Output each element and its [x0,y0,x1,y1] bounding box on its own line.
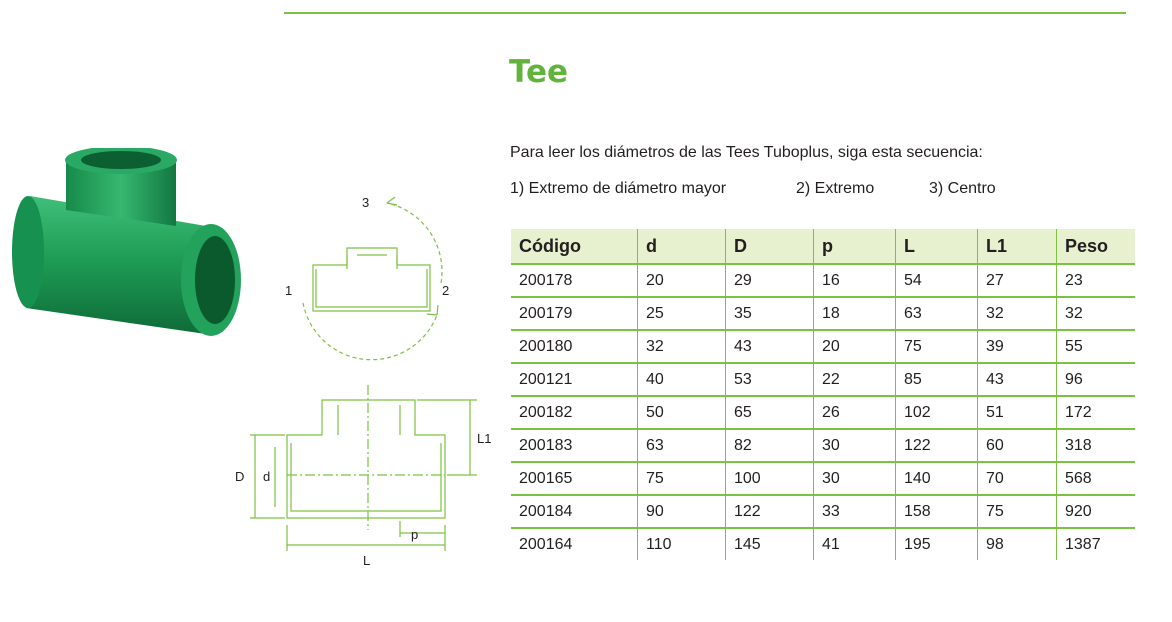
table-cell: 60 [978,429,1057,462]
table-cell: 195 [896,528,978,560]
table-cell: 25 [638,297,726,330]
table-cell: 65 [726,396,814,429]
table-body [511,264,1135,560]
table-cell: 90 [638,495,726,528]
dimension-label-L: L [363,553,371,568]
table-row [511,330,1135,363]
table-cell: 1387 [1057,528,1136,560]
top-divider [284,12,1126,14]
table-cell: 30 [814,462,896,495]
table-cell: 172 [1057,396,1136,429]
table-cell: 100 [726,462,814,495]
column-header: Peso [1057,229,1136,264]
table-cell: 82 [726,429,814,462]
dimension-label-p: p [411,527,419,542]
dimension-diagram [250,385,477,551]
table-cell: 51 [978,396,1057,429]
table-cell: 43 [978,363,1057,396]
table-cell: 200179 [511,297,638,330]
table-cell: 920 [1057,495,1136,528]
technical-diagram [225,185,495,575]
table-cell: 23 [1057,264,1136,297]
table-cell: 30 [814,429,896,462]
table-row [511,462,1135,495]
table-cell: 26 [814,396,896,429]
sequence-step-1: 1) Extremo de diámetro mayor [510,180,727,197]
table-cell: 16 [814,264,896,297]
table-cell: 41 [814,528,896,560]
column-header: Código [511,229,638,264]
table-cell: 54 [896,264,978,297]
column-header: L [896,229,978,264]
dimension-label-D: D [235,469,245,484]
table-cell: 20 [638,264,726,297]
table-cell: 200180 [511,330,638,363]
table-cell: 33 [814,495,896,528]
table-row [511,396,1135,429]
table-cell: 53 [726,363,814,396]
table-cell: 50 [638,396,726,429]
table-cell: 145 [726,528,814,560]
reading-sequence-diagram [303,197,442,360]
table-cell: 18 [814,297,896,330]
table-cell: 568 [1057,462,1136,495]
table-cell: 32 [978,297,1057,330]
table-cell: 75 [978,495,1057,528]
intro-text: Para leer los diámetros de las Tees Tuboplus, siga esta secuencia: [510,144,983,161]
sequence-label-1: 1 [285,283,293,298]
table-header-row [511,229,1135,264]
tee-fitting-image [8,148,248,348]
column-header: L1 [978,229,1057,264]
table-cell: 22 [814,363,896,396]
table-cell: 200183 [511,429,638,462]
table-cell: 158 [896,495,978,528]
table-cell: 55 [1057,330,1136,363]
dimension-label-L1: L1 [477,431,492,446]
sequence-label-3: 3 [362,195,370,210]
table-cell: 200182 [511,396,638,429]
table-cell: 122 [896,429,978,462]
table-cell: 39 [978,330,1057,363]
table-cell: 318 [1057,429,1136,462]
column-header: d [638,229,726,264]
table-cell: 85 [896,363,978,396]
table-row [511,363,1135,396]
table-cell: 43 [726,330,814,363]
column-header: p [814,229,896,264]
table-cell: 29 [726,264,814,297]
table-cell: 200165 [511,462,638,495]
table-cell: 20 [814,330,896,363]
table-cell: 63 [638,429,726,462]
table-row [511,495,1135,528]
table-cell: 75 [896,330,978,363]
sequence-label-2: 2 [442,283,450,298]
column-header: D [726,229,814,264]
table-cell: 200184 [511,495,638,528]
table-row [511,264,1135,297]
table-cell: 40 [638,363,726,396]
sequence-step-2: 2) Extremo [796,180,875,197]
table-cell: 200178 [511,264,638,297]
table-row [511,429,1135,462]
table-cell: 75 [638,462,726,495]
table-cell: 32 [1057,297,1136,330]
table-cell: 96 [1057,363,1136,396]
table-cell: 70 [978,462,1057,495]
table-cell: 140 [896,462,978,495]
sequence-step-3: 3) Centro [929,180,996,197]
table-cell: 32 [638,330,726,363]
specifications-table [511,229,1135,560]
table-cell: 200121 [511,363,638,396]
table-cell: 110 [638,528,726,560]
table-row [511,528,1135,560]
table-row [511,297,1135,330]
dimension-label-d: d [263,469,271,484]
table-cell: 27 [978,264,1057,297]
table-cell: 35 [726,297,814,330]
table-cell: 98 [978,528,1057,560]
table-cell: 122 [726,495,814,528]
page-title: Tee [509,54,569,90]
table-cell: 63 [896,297,978,330]
table-cell: 102 [896,396,978,429]
table-cell: 200164 [519,535,573,553]
